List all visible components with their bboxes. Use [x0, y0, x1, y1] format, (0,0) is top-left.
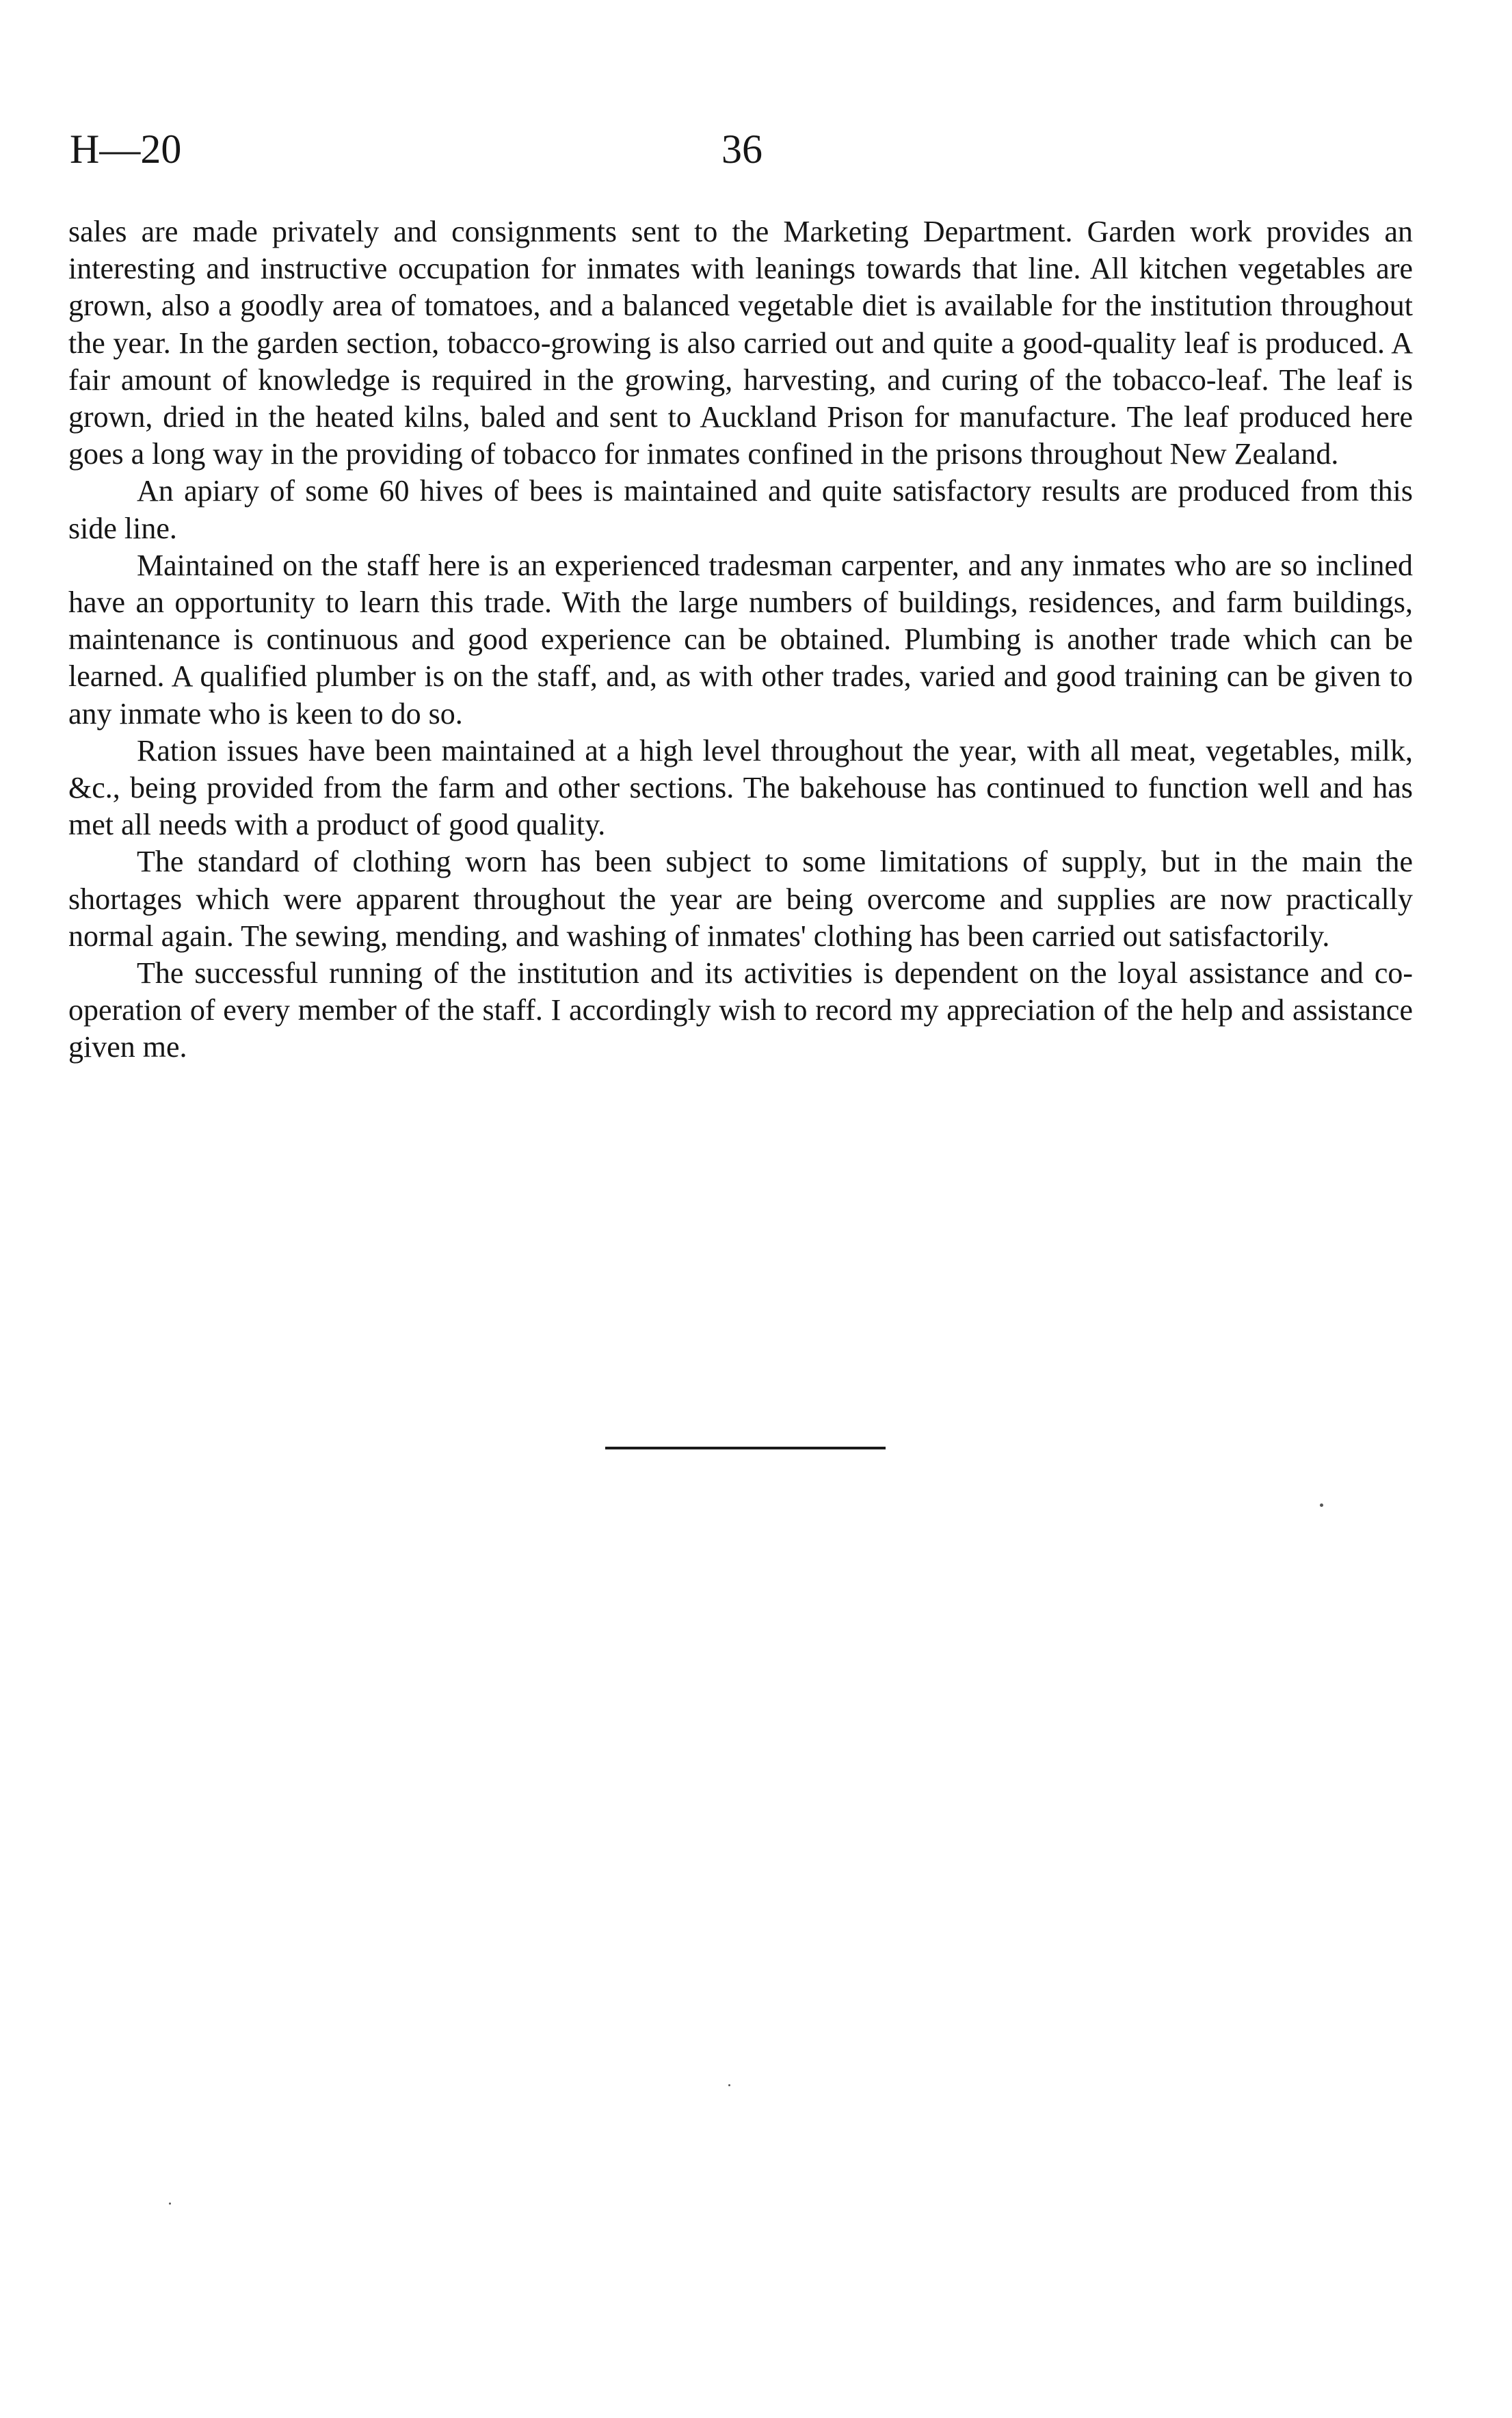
page-header — [70, 122, 1448, 176]
paragraph-garden: sales are made privately and consignments sent to the Marketing Department. Garden work provides an interesting and instructive occupation for inmates with leanings towards that line. All kitchen vegetables are grown, also a goodly area of tomatoes, and a balanced vegetable diet is available for the institution throughout the year. In the garden section, tobacco-growing is also carried out and quite a good-quality leaf is produced. A fair amount of knowledge is required in the growing, harvesting, and curing of the tobacco-leaf. The leaf is grown, dried in the heated kilns, baled and sent to Auckland Prison for manufacture. The leaf produced here goes a long way in the providing of tobacco for inmates confined in the prisons throughout New Zealand. — [68, 215, 1413, 471]
paragraph-trades: Maintained on the staff here is an experienced tradesman carpenter, and any inmates who are so inclined have an opportunity to learn this trade. With the large numbers of buildings, residences, and farm buildings, maintenance is continuous and good experience can be obtained. Plumbing is another trade which can be learned. A qualified plumber is on the staff, and, as with other trades, varied and good training can be given to any inmate who is keen to do so. — [68, 548, 1413, 731]
body-text — [68, 213, 1413, 1066]
print-speck — [1320, 1503, 1323, 1507]
paragraph-appreciation: The successful running of the institution and its activities is dependent on the loyal assistance and co-operation of every member of the staff. I accordingly wish to record my appreciation of the help and assistance given me. — [68, 956, 1413, 1064]
paragraph-apiary: An apiary of some 60 hives of bees is maintained and quite satisfactory results are produced from this side line. — [68, 474, 1413, 545]
print-speck — [728, 2084, 730, 2086]
paragraph-rations: Ration issues have been maintained at a high level throughout the year, with all meat, vegetables, milk, &c., being provided from the farm and other sections. The bakehouse has continued to function well and has met all needs with a product of good quality. — [68, 733, 1413, 842]
print-speck — [169, 2203, 171, 2205]
page-number: 36 — [721, 127, 762, 172]
section-divider — [605, 1447, 886, 1449]
document-reference: H—20 — [70, 127, 182, 172]
paragraph-clothing: The standard of clothing worn has been subject to some limitations of supply, but in the main the shortages which were apparent throughout the year are being overcome and supplies are now practically normal again. The sewing, mending, and washing of inmates' clothing has been carried out satisfactorily. — [68, 845, 1413, 953]
